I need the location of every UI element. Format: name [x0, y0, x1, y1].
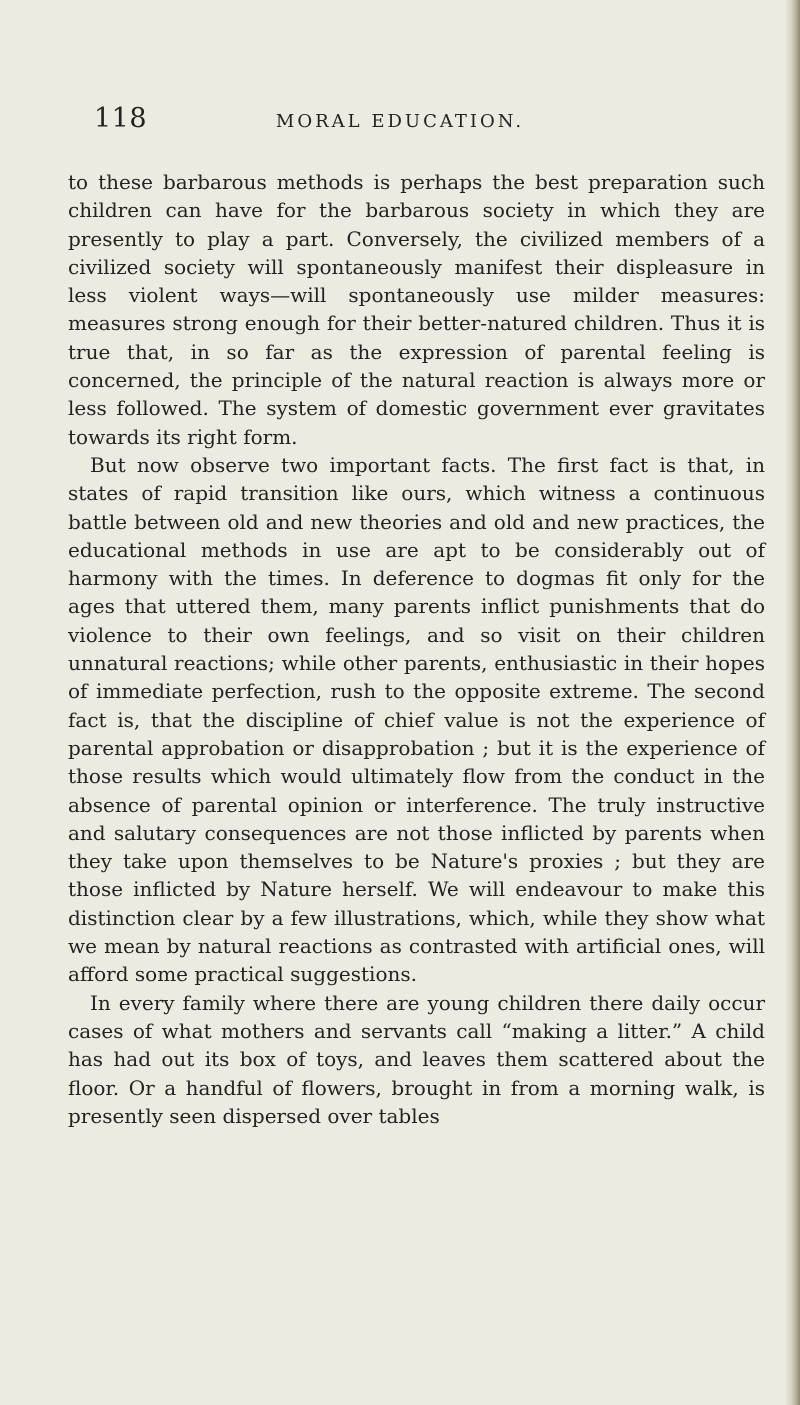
paragraph-2: But now observe two important facts. The first fact is that, in states of rapid transition like ours, which witness a continuous battle between old and new theories and old and new practices, the educational methods in use are apt to be considerably out of harmony with the times. In deference to dogmas fit only for the ages that uttered them, many parents inflict punishments that do violence to their own feelings, and so visit on their children unnatural reactions; while other parents, enthusiastic in their hopes of immediate perfection, rush to the opposite extreme. The second fact is, that the discipline of chief value is not the experience of parental approbation or disapprobation ; but it is the experience of those results which would ultimately flow from the conduct in the absence of parental opinion or interference. The truly instructive and salutary consequences are not those inflicted by parents when they take upon themselves to be Nature's proxies ; but they are those inflicted by Nature herself. We will endeavour to make this distinction clear by a few illustrations, which, while they show what we mean by natural reactions as contrasted with artificial ones, will afford some practical suggestions.	[68, 452, 765, 987]
paragraph-1: to these barbarous methods is perhaps the best preparation such children can have for the barbarous society in which they are presently to play a part. Conversely, the civilized members of a civilized society will spontaneously manifest their displeasure in less violent ways—will spontaneously use milder measures: measures strong enough for their better-natured children. Thus it is true that, in so far as the expression of parental feeling is concerned, the principle of the natural reaction is always more or less followed. The system of domestic government ever gravitates towards its right form.	[68, 170, 765, 449]
paragraph-3: In every family where there are young children there daily occur cases of what mothers and servants call “making a litter.” A child has had out its box of toys, and leaves them scattered about the floor. Or a handful of flowers, brought in from a morning walk, is presently seen dispersed over tables	[68, 990, 765, 1128]
page-header	[0, 103, 800, 143]
running-head: MORAL EDUCATION.	[275, 111, 525, 132]
page-number: 118	[94, 103, 148, 134]
page-edge	[786, 0, 800, 1405]
body-text	[68, 168, 765, 1130]
